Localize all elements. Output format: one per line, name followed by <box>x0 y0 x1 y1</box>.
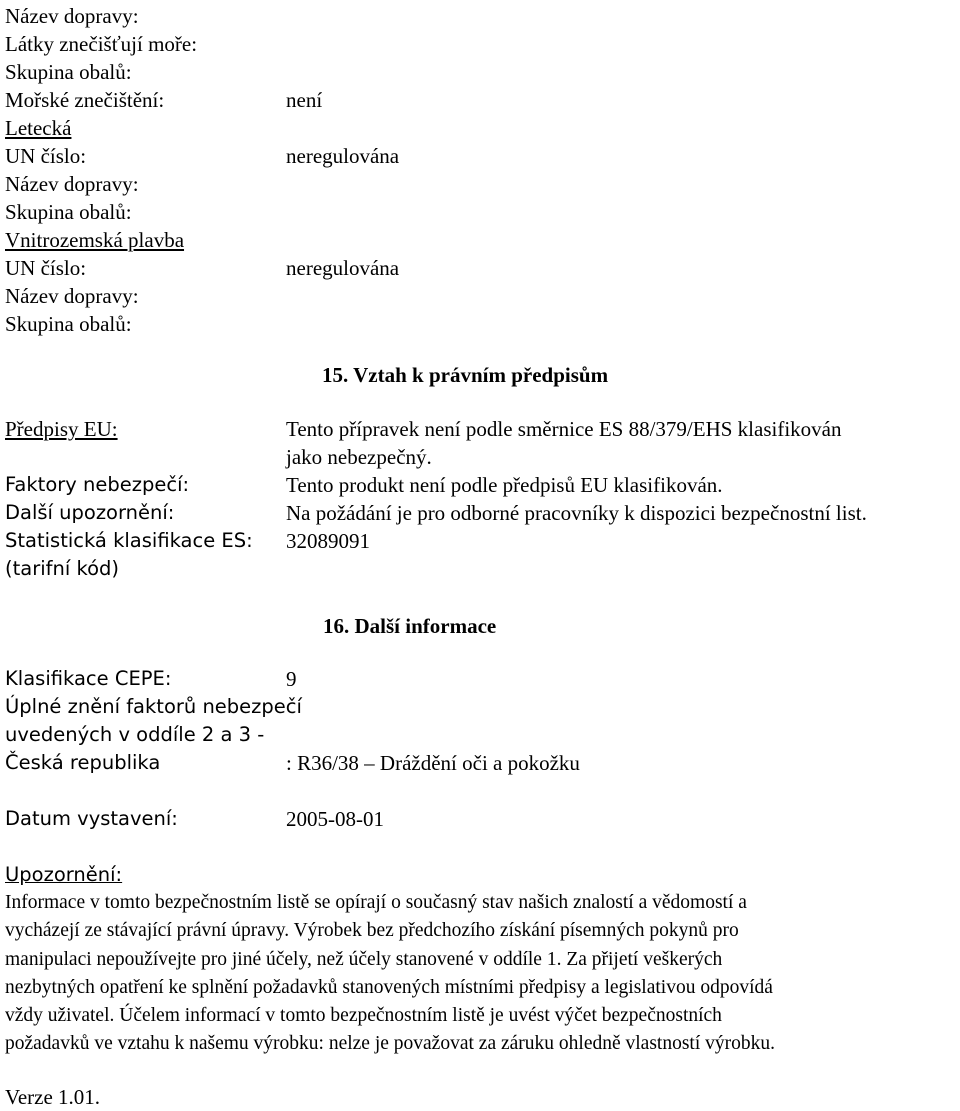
version-label: Verze 1.01. <box>5 1085 101 1109</box>
inland-name-label: Název dopravy: <box>5 284 139 308</box>
statistical-classification-label: Statistická klasifikace ES: <box>5 529 253 552</box>
notice-line: nezbytných opatření ke splnění požadavků stanovených místními předpisy a legislativou odpovídá <box>5 976 773 998</box>
eu-regulations-value-line1: Tento přípravek není podle směrnice ES 88/379/EHS klasifikován <box>286 417 842 441</box>
inland-heading: Vnitrozemská plavba <box>5 228 185 252</box>
section16-heading: 16. Další informace <box>323 614 497 638</box>
notice-paragraph <box>5 889 955 1059</box>
risk-phrases-label-line2: uvedených v oddíle 2 a 3 - <box>5 723 265 746</box>
hazard-factors-label: Faktory nebezpečí: <box>5 473 190 496</box>
cepe-classification-label: Klasifikace CEPE: <box>5 667 172 690</box>
cepe-classification-value: 9 <box>286 667 297 691</box>
issue-date-label: Datum vystavení: <box>5 807 178 830</box>
risk-phrases-label-line3: Česká republika <box>5 751 161 774</box>
air-un-label: UN číslo: <box>5 144 87 168</box>
tariff-code-label: (tarifní kód) <box>5 557 119 580</box>
risk-phrases-label-line1: Úplné znění faktorů nebezpečí <box>5 695 302 718</box>
inland-un-label: UN číslo: <box>5 256 87 280</box>
air-name-label: Název dopravy: <box>5 172 139 196</box>
statistical-classification-value: 32089091 <box>286 529 370 553</box>
other-warnings-label: Další upozornění: <box>5 501 175 524</box>
eu-regulations-value-line2: jako nebezpečný. <box>286 445 432 469</box>
eu-regulations-label: Předpisy EU: <box>5 417 118 441</box>
packing-group-label: Skupina obalů: <box>5 60 132 84</box>
air-packing-group-label: Skupina obalů: <box>5 200 132 224</box>
inland-un-value: neregulována <box>286 256 400 280</box>
notice-line: požadavků ve vztahu k našemu výrobku: nelze je považovat za záruku ohledně vlastností výrobku. <box>5 1033 776 1055</box>
marine-pollutant-label: Látky znečišťují moře: <box>5 32 198 56</box>
notice-line: vždy uživatel. Účelem informací v tomto bezpečnostním listě je uvést výčet bezpečnostních <box>5 1005 722 1027</box>
marine-pollution-value: není <box>286 88 323 112</box>
issue-date-value: 2005-08-01 <box>286 807 384 831</box>
inland-packing-group-label: Skupina obalů: <box>5 312 132 336</box>
notice-line: manipulaci nepoužívejte pro jiné účely, než účely stanovené v oddíle 1. Za přijetí veškerých <box>5 948 723 970</box>
air-un-value: neregulována <box>286 144 400 168</box>
other-warnings-value: Na požádání je pro odborné pracovníky k dispozici bezpečnostní list. <box>286 501 867 525</box>
transport-name-label: Název dopravy: <box>5 4 139 28</box>
notice-heading: Upozornění: <box>5 863 123 886</box>
air-heading: Letecká <box>5 116 72 140</box>
section15-heading: 15. Vztah k právním předpisům <box>322 363 609 387</box>
risk-phrases-value: : R36/38 – Dráždění oči a pokožku <box>286 751 580 775</box>
marine-pollution-label: Mořské znečištění: <box>5 88 165 112</box>
hazard-factors-value: Tento produkt není podle předpisů EU klasifikován. <box>286 473 723 497</box>
notice-line: vycházejí ze stávající právní úpravy. Výrobek bez předchozího získání písemných pokynů pro <box>5 920 739 942</box>
notice-line: Informace v tomto bezpečnostním listě se opírají o současný stav našich znalostí a vědomostí a <box>5 892 747 913</box>
